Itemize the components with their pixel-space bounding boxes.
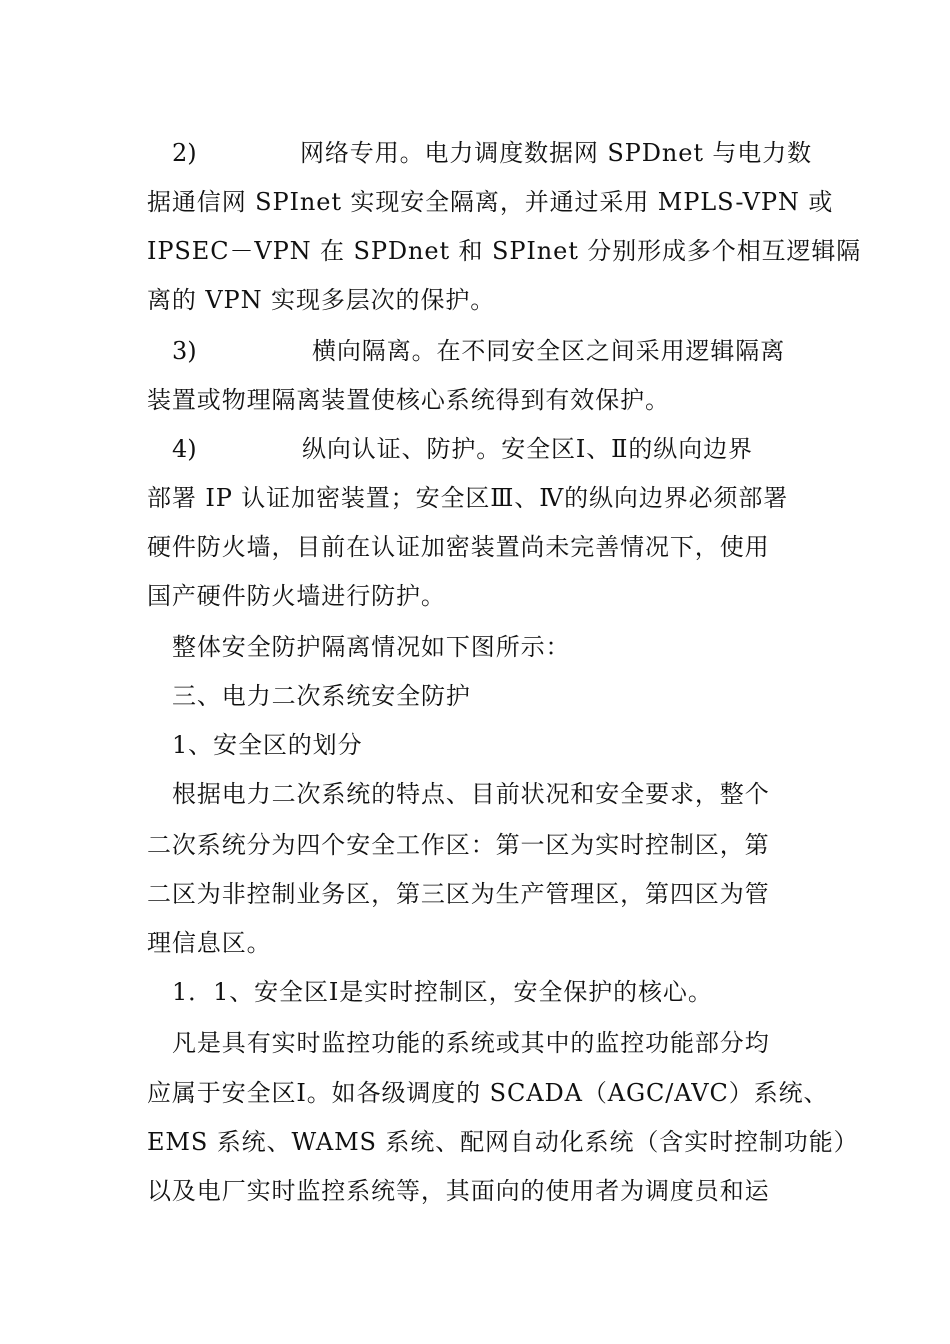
zone1-line-3: EMS 系统、WAMS 系统、配网自动化系统（含实时控制功能） bbox=[147, 1128, 859, 1156]
zone1-line-4: 以及电厂实时监控系统等，其面向的使用者为调度员和运 bbox=[147, 1177, 770, 1205]
division-line-2: 二次系统分为四个安全工作区：第一区为实时控制区，第 bbox=[147, 831, 770, 859]
p4-line-4: 国产硬件防火墙进行防护。 bbox=[147, 582, 446, 610]
zone1-line-2: 应属于安全区Ⅰ。如各级调度的 SCADA（AGC/AVC）系统、 bbox=[147, 1079, 829, 1107]
p2-line-4: 离的 VPN 实现多层次的保护。 bbox=[147, 286, 496, 314]
division-line-1: 根据电力二次系统的特点、目前状况和安全要求，整个 bbox=[172, 780, 770, 808]
division-line-3: 二区为非控制业务区，第三区为生产管理区，第四区为管 bbox=[147, 880, 770, 908]
subsection-heading: 1、安全区的划分 bbox=[172, 731, 363, 759]
p2-line-1: 网络专用。电力调度数据网 SPDnet 与电力数 bbox=[300, 139, 812, 167]
p4-line-2: 部署 IP 认证加密装置；安全区Ⅲ、Ⅳ的纵向边界必须部署 bbox=[147, 484, 789, 512]
item-number-2: 2) bbox=[172, 139, 197, 167]
item-number-3: 3) bbox=[172, 337, 197, 365]
subsection-heading-1-1: 1．1、安全区Ⅰ是实时控制区，安全保护的核心。 bbox=[172, 978, 713, 1006]
overall-line: 整体安全防护隔离情况如下图所示： bbox=[172, 633, 571, 661]
p2-line-3: IPSEC－VPN 在 SPDnet 和 SPInet 分别形成多个相互逻辑隔 bbox=[147, 237, 862, 265]
p3-line-2: 装置或物理隔离装置使核心系统得到有效保护。 bbox=[147, 386, 670, 414]
p4-line-1: 纵向认证、防护。安全区Ⅰ、Ⅱ的纵向边界 bbox=[302, 435, 753, 463]
p2-line-2: 据通信网 SPInet 实现安全隔离，并通过采用 MPLS-VPN 或 bbox=[147, 188, 834, 216]
division-line-4: 理信息区。 bbox=[147, 929, 272, 957]
zone1-line-1: 凡是具有实时监控功能的系统或其中的监控功能部分均 bbox=[172, 1029, 770, 1057]
item-number-4: 4) bbox=[172, 435, 197, 463]
p3-line-1: 横向隔离。在不同安全区之间采用逻辑隔离 bbox=[312, 337, 786, 365]
p4-line-3: 硬件防火墙，目前在认证加密装置尚未完善情况下，使用 bbox=[147, 533, 770, 561]
section-heading: 三、电力二次系统安全防护 bbox=[172, 682, 471, 710]
